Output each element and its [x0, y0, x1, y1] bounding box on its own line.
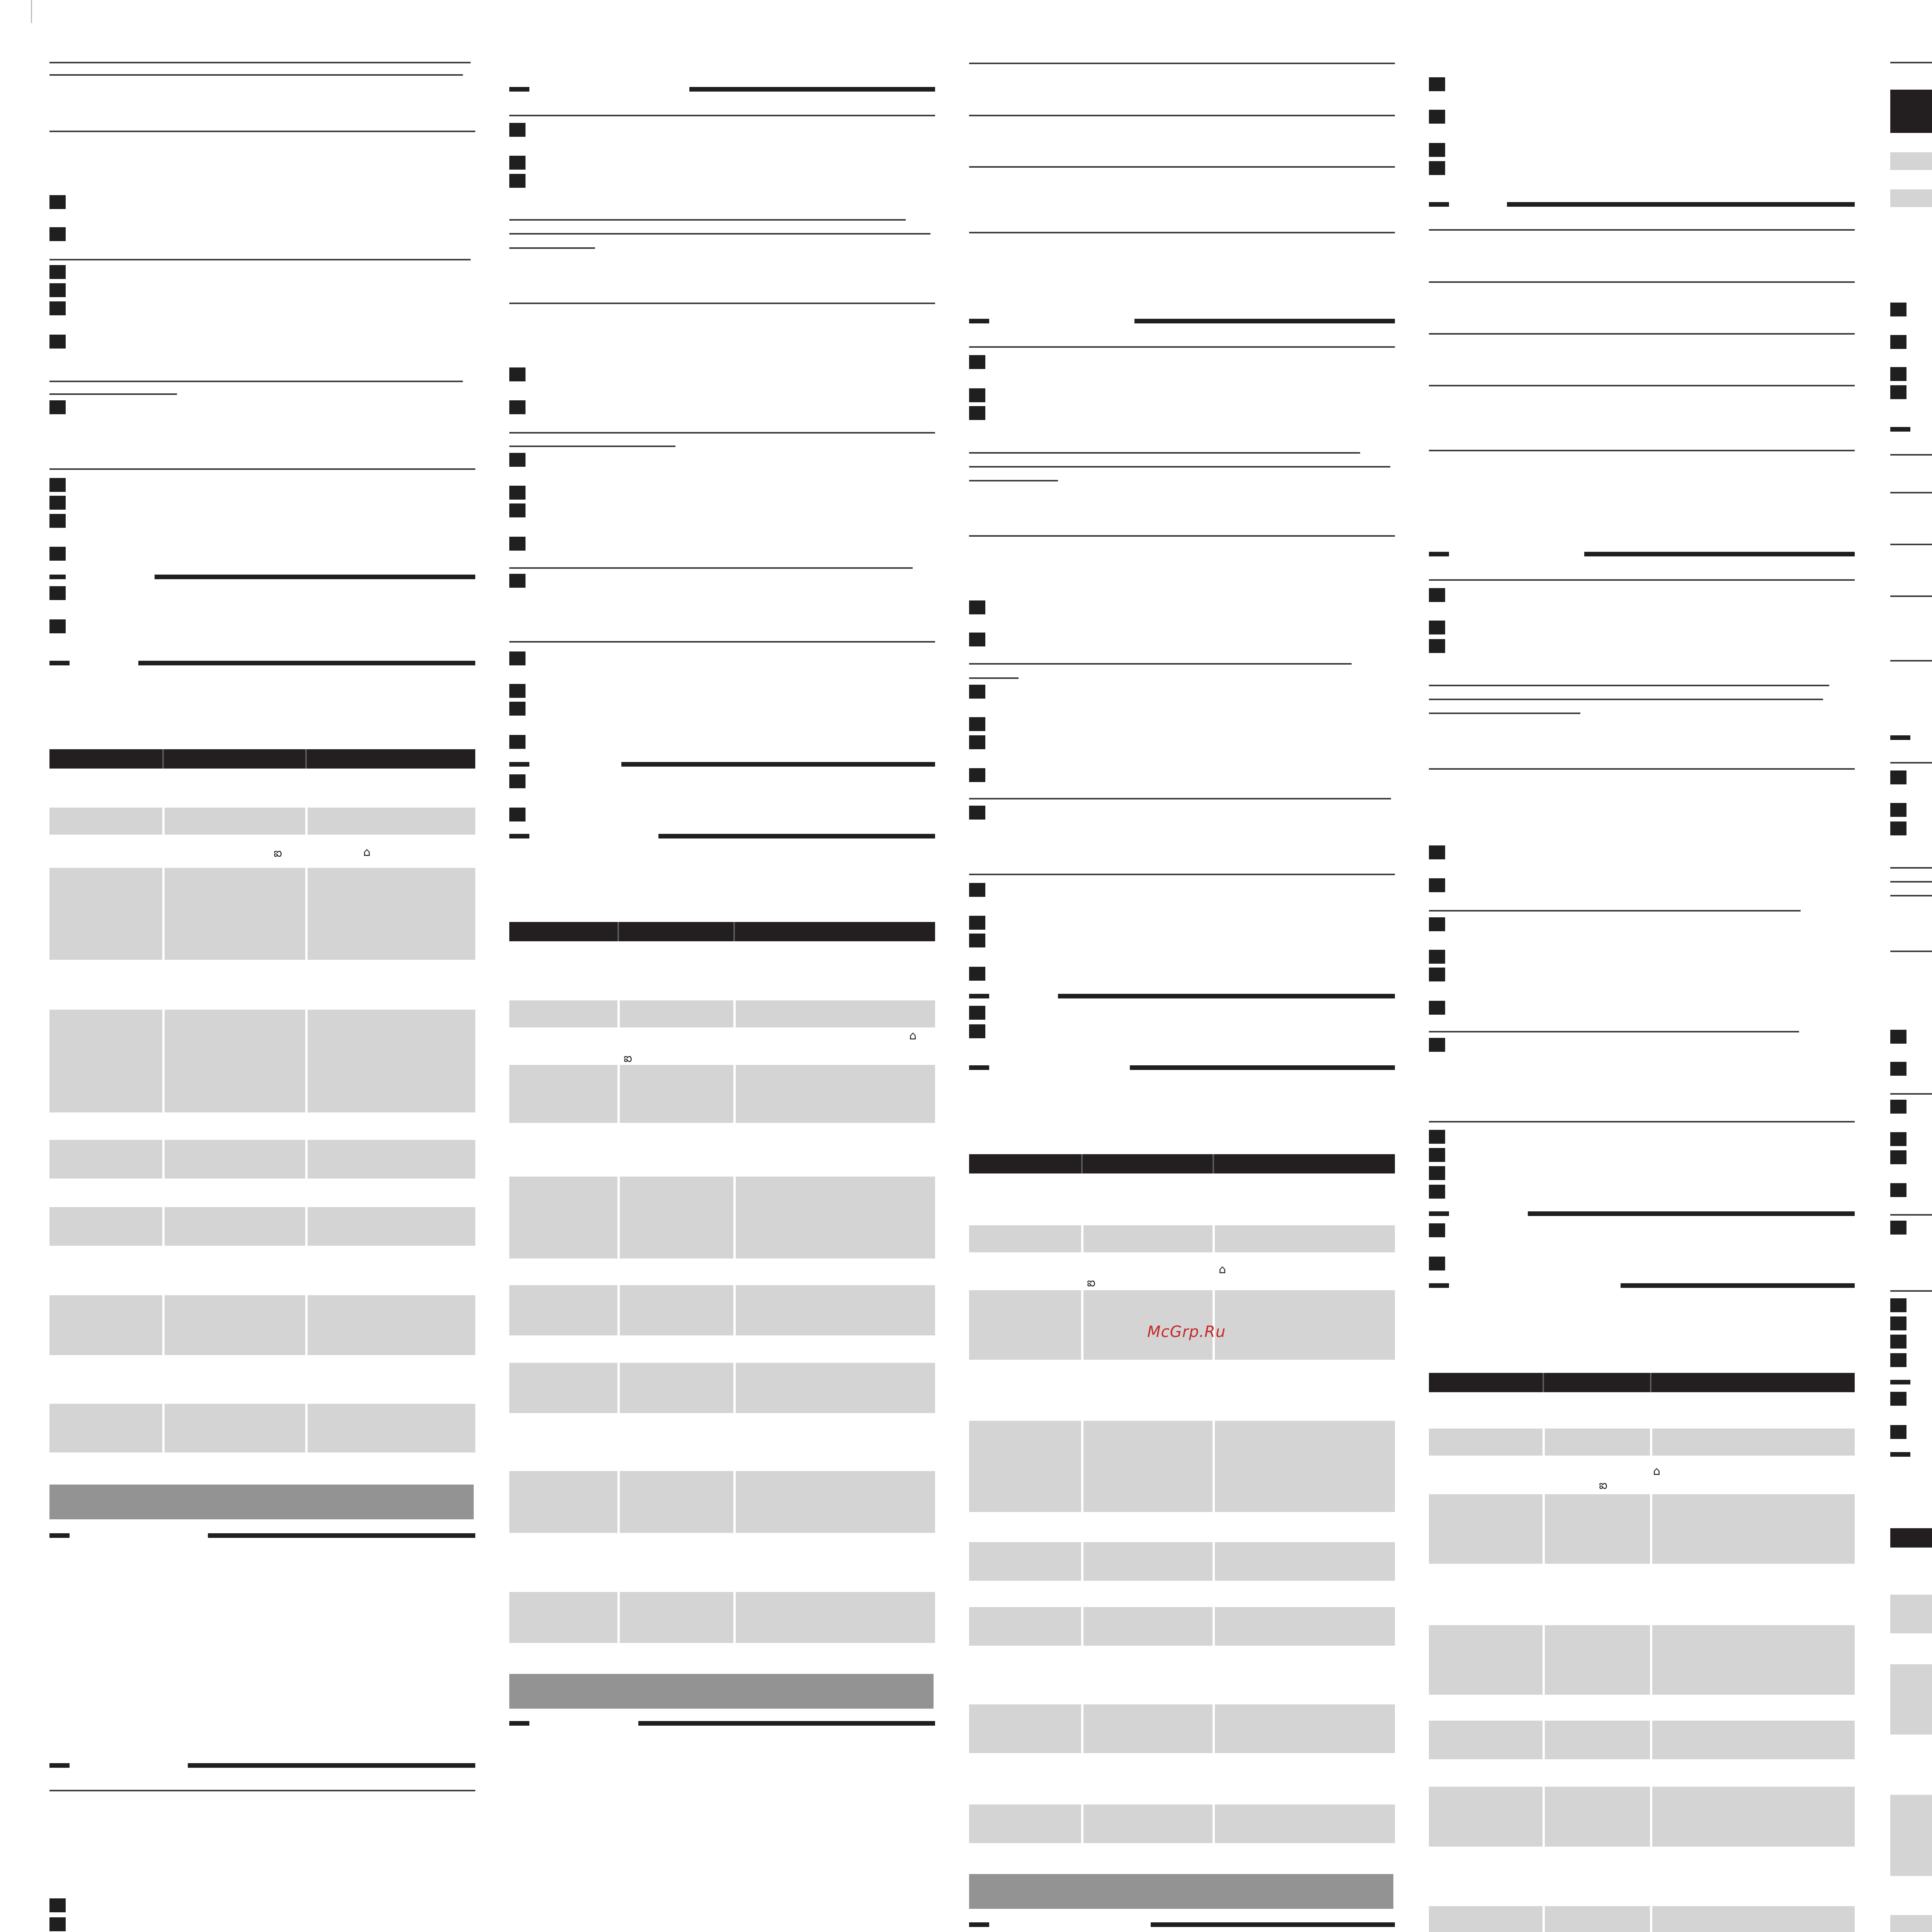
table-row: [509, 1363, 935, 1413]
table-row: [49, 1295, 475, 1355]
step-bullet: [1890, 1298, 1906, 1312]
rule: [49, 74, 463, 76]
table-row: [969, 1804, 1395, 1843]
rule: [1890, 951, 1932, 952]
subtitle-band: [1890, 189, 1932, 207]
rule: [1429, 229, 1855, 231]
delicate-icon: ⌂: [909, 1029, 917, 1043]
step-bullet: [969, 388, 985, 402]
table-row: [1890, 1595, 1932, 1633]
rule: [1890, 595, 1932, 597]
section-band: [49, 1485, 474, 1519]
note-marker: [1429, 1211, 1449, 1216]
rule: [969, 798, 1391, 799]
rule: [1890, 62, 1932, 63]
rule: [1429, 910, 1801, 912]
rule: [1890, 660, 1932, 662]
watermark-text: McGrp.Ru: [1147, 1323, 1226, 1341]
hand-wash-icon: ఐ: [624, 1051, 632, 1065]
step-bullet: [969, 1024, 985, 1038]
table-row: [1429, 1429, 1855, 1456]
table-row: [1429, 1721, 1855, 1759]
step-bullet: [1890, 335, 1906, 349]
table-row: [49, 1207, 475, 1246]
rule: [49, 393, 177, 395]
step-bullet: [1890, 1150, 1906, 1164]
program-table: [509, 922, 935, 1643]
rule: [1507, 202, 1855, 207]
step-bullet: [49, 400, 66, 414]
step-bullet: [1429, 1148, 1445, 1162]
step-bullet: [49, 1917, 66, 1931]
rule: [1130, 1065, 1395, 1070]
language-title-band: [1890, 90, 1932, 133]
note-marker: [509, 87, 529, 92]
step-bullet: [49, 265, 66, 279]
step-bullet: [49, 496, 66, 510]
rule: [1890, 1093, 1932, 1095]
step-bullet: [969, 600, 985, 614]
rule: [969, 166, 1395, 168]
program-table: [969, 1154, 1395, 1843]
step-bullet: [49, 586, 66, 600]
table-header: [1429, 1373, 1855, 1392]
step-bullet: [1890, 385, 1906, 399]
rule: [509, 446, 675, 447]
rule: [1429, 713, 1580, 714]
rule: [969, 232, 1395, 233]
rule: [1429, 1121, 1855, 1122]
crop-mark-top-left: [31, 0, 32, 23]
step-bullet: [509, 702, 526, 716]
step-bullet: [969, 806, 985, 820]
rule: [49, 62, 471, 63]
table-row: [969, 1542, 1395, 1581]
step-bullet: [1890, 1030, 1906, 1044]
rule: [509, 233, 930, 235]
rule: [638, 1721, 935, 1726]
table-row: [49, 1140, 475, 1179]
rule: [49, 468, 475, 470]
step-bullet: [1890, 770, 1906, 784]
rule: [509, 567, 913, 569]
rule: [49, 381, 463, 382]
rule: [509, 115, 935, 116]
step-bullet: [1890, 1100, 1906, 1114]
step-bullet: [1890, 1425, 1906, 1439]
step-bullet: [49, 227, 66, 241]
step-bullet: [1890, 1132, 1906, 1146]
step-bullet: [1429, 1166, 1445, 1180]
rule: [188, 1763, 475, 1768]
rule: [969, 466, 1390, 468]
rule: [1429, 768, 1855, 770]
subtitle-band: [1890, 152, 1932, 170]
rule: [1890, 492, 1932, 493]
step-bullet: [1429, 917, 1445, 931]
table-row: [49, 1010, 475, 1112]
table-row: [1429, 1494, 1855, 1564]
step-bullet: [509, 174, 526, 188]
section-band: [509, 1674, 934, 1709]
rule: [1429, 685, 1829, 686]
step-bullet: [509, 367, 526, 381]
step-bullet: [49, 301, 66, 315]
rule: [1890, 1214, 1932, 1216]
rule: [1890, 1290, 1932, 1292]
delicate-icon: ⌂: [1653, 1464, 1661, 1478]
program-table: [1890, 1528, 1932, 1932]
rule: [969, 480, 1058, 481]
table-header: [49, 749, 475, 769]
note-marker: [509, 762, 529, 767]
table-row: [969, 1225, 1395, 1252]
table-header: [1890, 1528, 1932, 1548]
delicate-icon: ⌂: [363, 845, 371, 859]
note-marker: [1429, 202, 1449, 207]
manual-column-3: [969, 0, 1395, 1932]
section-band: [969, 1874, 1393, 1909]
table-row: [509, 1177, 935, 1259]
table-header: [969, 1154, 1395, 1173]
step-bullet: [49, 1898, 66, 1912]
note-marker: [1429, 1283, 1449, 1288]
rule: [969, 115, 1395, 116]
table-row: [49, 868, 475, 960]
rule: [1151, 1922, 1395, 1927]
rule: [509, 432, 935, 434]
rule: [208, 1533, 475, 1538]
rule: [1429, 1031, 1799, 1032]
step-bullet: [1890, 1392, 1906, 1406]
note-marker: [1429, 552, 1449, 556]
step-bullet: [1429, 77, 1445, 91]
note-marker: [969, 319, 989, 323]
step-bullet: [49, 514, 66, 528]
rule: [621, 762, 935, 767]
delicate-icon: ⌂: [1219, 1263, 1226, 1276]
rule: [969, 63, 1395, 64]
note-marker: [969, 994, 989, 998]
step-bullet: [1429, 161, 1445, 175]
step-bullet: [509, 808, 526, 821]
step-bullet: [969, 355, 985, 369]
rule: [155, 575, 475, 579]
step-bullet: [509, 503, 526, 517]
table-header: [509, 922, 935, 941]
step-bullet: [509, 574, 526, 588]
step-bullet: [509, 123, 526, 137]
rule: [969, 663, 1352, 665]
table-row: [1890, 1795, 1932, 1876]
step-bullet: [1429, 878, 1445, 892]
step-bullet: [509, 774, 526, 788]
rule: [509, 641, 935, 643]
rule: [1890, 544, 1932, 545]
step-bullet: [969, 717, 985, 731]
rule: [49, 131, 475, 132]
step-bullet: [969, 916, 985, 930]
table-row: [1429, 1787, 1855, 1847]
table-row: [509, 1065, 935, 1123]
program-table: [49, 749, 475, 1452]
table-row: [49, 808, 475, 835]
table-row: [509, 1471, 935, 1533]
table-row: [969, 1421, 1395, 1512]
program-table: [1429, 1373, 1855, 1932]
rule: [1890, 762, 1932, 764]
step-bullet: [509, 651, 526, 665]
rule: [1058, 994, 1395, 998]
rule: [1890, 895, 1932, 896]
table-row: [1429, 1906, 1855, 1932]
step-bullet: [509, 735, 526, 749]
step-bullet: [509, 156, 526, 170]
step-bullet: [1429, 621, 1445, 634]
note-marker: [49, 661, 70, 665]
step-bullet: [1429, 845, 1445, 859]
rule: [1584, 552, 1855, 556]
step-bullet: [969, 768, 985, 782]
step-bullet: [1890, 1183, 1906, 1197]
step-bullet: [1890, 1062, 1906, 1076]
hand-wash-icon: ఐ: [1599, 1478, 1607, 1492]
table-row: [509, 1000, 935, 1027]
rule: [658, 834, 935, 838]
step-bullet: [509, 537, 526, 551]
note-marker: [969, 1065, 989, 1070]
manual-column-5: [1890, 0, 1932, 1932]
step-bullet: [969, 685, 985, 699]
rule: [969, 874, 1395, 875]
step-bullet: [969, 883, 985, 897]
rule: [1429, 333, 1855, 335]
step-bullet: [969, 934, 985, 947]
step-bullet: [509, 453, 526, 467]
table-row: [1890, 1664, 1932, 1735]
table-row: [1890, 1915, 1932, 1932]
rule: [1134, 319, 1395, 323]
table-row: [509, 1285, 935, 1335]
step-bullet: [1890, 803, 1906, 817]
manual-column-1: [49, 0, 475, 1932]
note-marker: [49, 1763, 70, 1768]
table-row: [969, 1704, 1395, 1753]
step-bullet: [969, 633, 985, 646]
rule: [1429, 699, 1823, 700]
step-bullet: [49, 283, 66, 297]
rule: [49, 1790, 475, 1791]
rule: [969, 535, 1395, 537]
rule: [1429, 450, 1855, 451]
step-bullet: [1429, 1130, 1445, 1144]
step-bullet: [1429, 588, 1445, 602]
step-bullet: [1429, 110, 1445, 124]
step-bullet: [1429, 950, 1445, 964]
step-bullet: [1890, 1316, 1906, 1330]
rule: [509, 219, 906, 221]
step-bullet: [969, 406, 985, 420]
rule: [509, 247, 595, 249]
note-marker: [49, 1533, 70, 1538]
note-marker: [509, 1721, 529, 1726]
rule: [1429, 579, 1855, 581]
step-bullet: [1429, 1257, 1445, 1270]
step-bullet: [1890, 303, 1906, 316]
step-bullet: [1890, 1221, 1906, 1235]
step-bullet: [1429, 639, 1445, 653]
rule: [1528, 1211, 1855, 1216]
rule: [1429, 281, 1855, 283]
rule: [1890, 881, 1932, 883]
hand-wash-icon: ఐ: [1087, 1276, 1095, 1289]
table-row: [49, 1404, 475, 1452]
rule: [969, 677, 1019, 679]
step-bullet: [1890, 1353, 1906, 1367]
step-bullet: [509, 486, 526, 500]
rule: [1429, 385, 1855, 386]
step-bullet: [49, 335, 66, 349]
step-bullet: [509, 400, 526, 414]
step-bullet: [1429, 1223, 1445, 1237]
step-bullet: [49, 619, 66, 633]
step-bullet: [49, 478, 66, 492]
note-marker: [1890, 735, 1910, 740]
table-row: [509, 1592, 935, 1643]
table-row: [969, 1607, 1395, 1646]
rule: [49, 259, 471, 260]
rule: [138, 661, 475, 665]
step-bullet: [49, 547, 66, 561]
rule: [689, 87, 935, 92]
step-bullet: [1890, 821, 1906, 835]
manual-column-2: [509, 0, 935, 1932]
step-bullet: [1890, 367, 1906, 381]
step-bullet: [49, 195, 66, 209]
rule: [969, 452, 1360, 454]
note-marker: [49, 575, 66, 579]
step-bullet: [1429, 968, 1445, 981]
rule: [1890, 454, 1932, 456]
step-bullet: [1429, 1185, 1445, 1199]
step-bullet: [969, 1006, 985, 1020]
manual-column-4: [1429, 0, 1855, 1932]
rule: [509, 303, 935, 304]
rule: [1621, 1283, 1855, 1288]
step-bullet: [1429, 1001, 1445, 1015]
step-bullet: [1429, 143, 1445, 157]
hand-wash-icon: ఐ: [274, 846, 282, 860]
note-marker: [509, 834, 529, 838]
note-marker: [1890, 1380, 1910, 1384]
note-marker: [969, 1922, 989, 1927]
step-bullet: [1429, 1038, 1445, 1052]
note-marker: [1890, 427, 1910, 432]
rule: [1890, 867, 1932, 869]
step-bullet: [1890, 1335, 1906, 1349]
step-bullet: [509, 684, 526, 698]
rule: [969, 346, 1395, 348]
step-bullet: [969, 735, 985, 749]
step-bullet: [969, 967, 985, 981]
table-row: [1429, 1625, 1855, 1695]
note-marker: [1890, 1452, 1910, 1457]
